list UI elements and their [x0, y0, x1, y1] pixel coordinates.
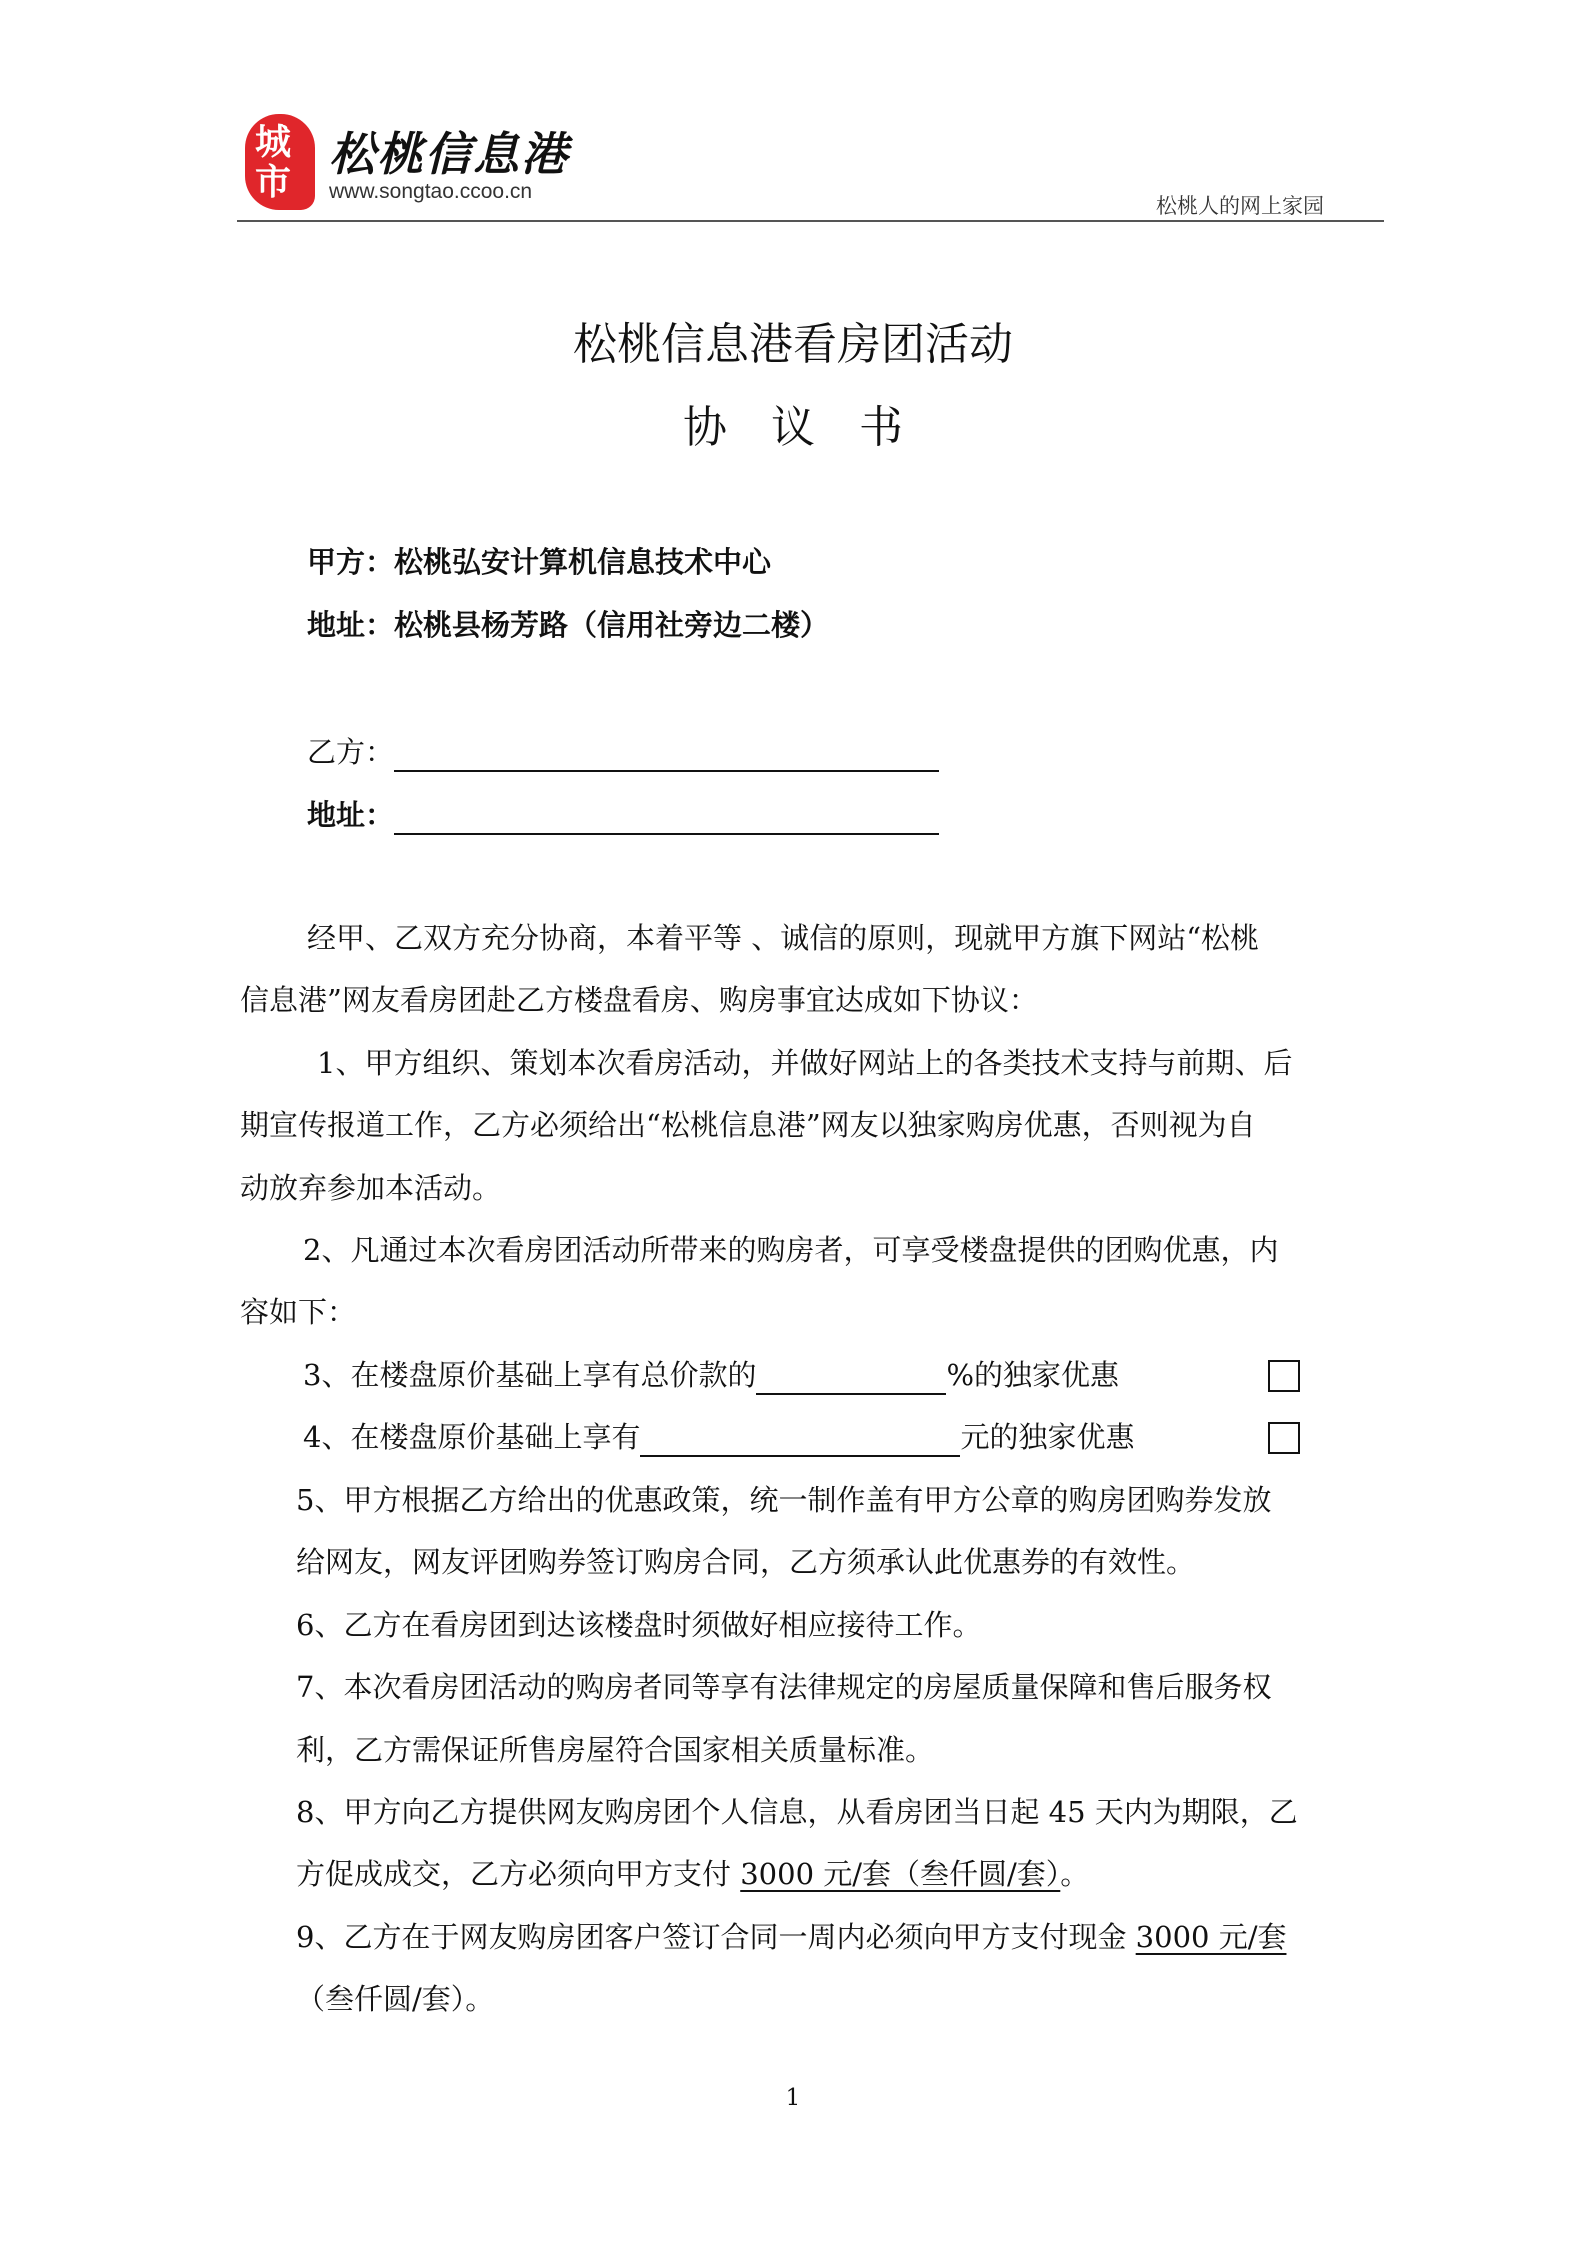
clause-8-line-1: 8、甲方向乙方提供网友购房团个人信息，从看房团当日起 45 天内为期限，乙 [296, 1795, 1298, 1829]
clause-8-end: 。 [1060, 1857, 1090, 1891]
clause-6-line: 6、乙方在看房团到达该楼盘时须做好相应接待工作。 [296, 1608, 982, 1642]
party-b-address-line [307, 795, 939, 835]
clause-9-text: 9、乙方在于网友购房团客户签订合同一周内必须向甲方支付现金 [296, 1920, 1136, 1954]
logo-url: www.songtao.ccoo.cn [329, 180, 533, 203]
intro-line-1: 经甲、乙双方充分协商，本着平等 、诚信的原则，现就甲方旗下网站“松桃 [307, 921, 1260, 955]
clause-4-checkbox[interactable] [1268, 1422, 1300, 1454]
clause-7-line-1: 7、本次看房团活动的购房者同等享有法律规定的房屋质量保障和售后服务权 [296, 1670, 1272, 1704]
clause-9-fee: 3000 元/套 [1135, 1920, 1287, 1954]
logo-badge [245, 114, 315, 210]
clause-3-suffix: %的独家优惠 [946, 1358, 1120, 1392]
logo-name: 松桃信息港 [329, 127, 569, 181]
document-title: 松桃信息港看房团活动 [573, 319, 1013, 370]
discount-percent-field[interactable] [756, 1359, 946, 1395]
clause-1-line-3: 动放弃参加本活动。 [240, 1171, 502, 1205]
clause-3-text: 3、在楼盘原价基础上享有总价款的 [303, 1358, 757, 1392]
logo-badge-char: 市 [255, 161, 292, 203]
clause-2-line-1: 2、凡通过本次看房团活动所带来的购房者，可享受楼盘提供的团购优惠，内 [303, 1233, 1279, 1267]
clause-3-checkbox[interactable] [1268, 1360, 1300, 1392]
party-b-label: 乙方： [307, 735, 395, 769]
clause-9-line-2: （叁仟圆/套）。 [296, 1982, 495, 2016]
clause-5-line-1: 5、甲方根据乙方给出的优惠政策，统一制作盖有甲方公章的购房团购券发放 [296, 1483, 1272, 1517]
party-a-label: 甲方： [307, 545, 395, 579]
party-a-address: 松桃县杨芳路（信用社旁边二楼） [394, 608, 830, 642]
clause-1-line-1: 1、甲方组织、策划本次看房活动，并做好网站上的各类技术支持与前期、后 [317, 1046, 1293, 1080]
party-b-name-field[interactable] [394, 736, 939, 772]
clause-5-line-2: 给网友，网友评团购券签订购房合同，乙方须承认此优惠券的有效性。 [296, 1545, 1196, 1579]
logo-badge-char: 城 [255, 121, 292, 163]
clause-7-line-2: 利，乙方需保证所售房屋符合国家相关质量标准。 [296, 1733, 935, 1767]
party-b-line [307, 732, 939, 772]
party-a-name: 松桃弘安计算机信息技术中心 [394, 545, 772, 579]
clause-3-line [303, 1355, 1119, 1395]
clause-9-line-1 [296, 1917, 1286, 1957]
clause-8-line-2 [296, 1854, 1089, 1894]
clause-4-suffix: 元的独家优惠 [960, 1420, 1135, 1454]
discount-amount-field[interactable] [640, 1421, 960, 1457]
clause-1-line-2: 期宣传报道工作，乙方必须给出“松桃信息港”网友以独家购房优惠，否则视为自 [240, 1108, 1256, 1142]
document-subtitle: 协议书 [683, 402, 947, 453]
clause-4-text: 4、在楼盘原价基础上享有 [303, 1420, 641, 1454]
party-a-line [307, 542, 771, 582]
header-divider [237, 220, 1384, 222]
clause-8-fee: 3000 元/套（叁仟圆/套） [740, 1857, 1061, 1891]
party-b-address-field[interactable] [394, 799, 939, 835]
party-a-address-label: 地址： [307, 608, 395, 642]
clause-8-text: 方促成成交，乙方必须向甲方支付 [296, 1857, 741, 1891]
intro-line-2: 信息港”网友看房团赴乙方楼盘看房、购房事宜达成如下协议： [240, 983, 1038, 1017]
header-slogan: 松桃人的网上家园 [1156, 194, 1324, 218]
page-number: 1 [785, 2085, 801, 2111]
party-a-address-line [307, 605, 829, 645]
party-b-address-label: 地址： [307, 798, 395, 832]
clause-4-line [303, 1417, 1134, 1457]
page-header [237, 110, 1384, 222]
clause-2-line-2: 容如下： [240, 1295, 357, 1329]
